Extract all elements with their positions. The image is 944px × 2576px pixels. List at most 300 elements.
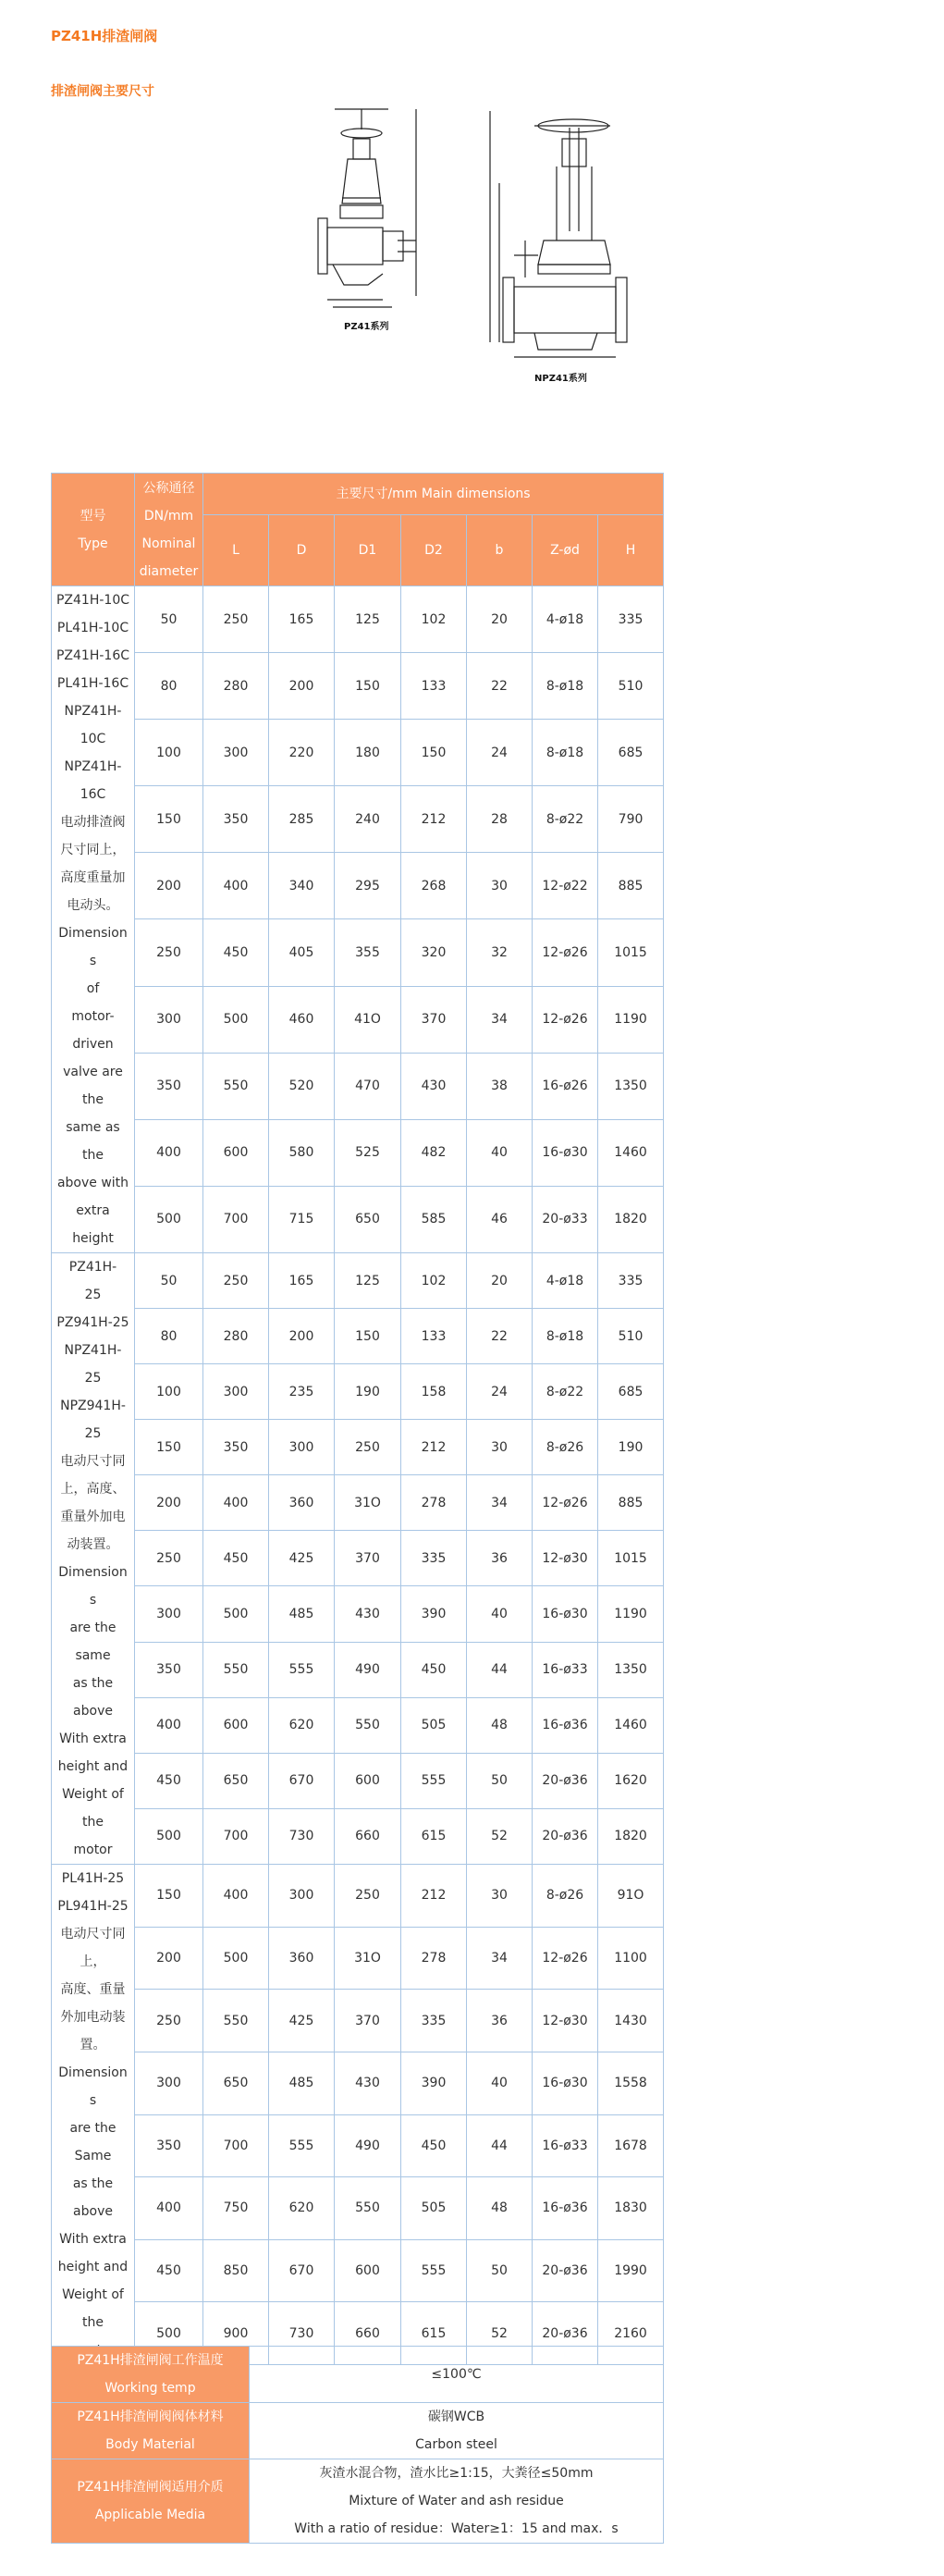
table-cell: 700 (203, 2114, 269, 2177)
table-cell: 585 (401, 1186, 467, 1252)
table-cell: 12-ø22 (533, 853, 598, 919)
table-cell: 1100 (598, 1927, 664, 1990)
table-cell: 48 (467, 1697, 533, 1753)
table-cell: 335 (598, 1253, 664, 1309)
table-cell: 660 (335, 2302, 401, 2365)
type-line: 置。 (80, 2038, 106, 2052)
table-cell: 300 (135, 2052, 203, 2114)
type-line: PL941H-25 (57, 1899, 129, 1914)
type-line: 16C (80, 787, 106, 802)
table-cell: 220 (269, 720, 335, 786)
type-line: 10C (80, 732, 106, 746)
table-cell: 485 (269, 2052, 335, 2114)
table-cell: 450 (401, 1642, 467, 1697)
table-cell: 200 (135, 1475, 203, 1531)
table-cell: 490 (335, 1642, 401, 1697)
table-cell: 850 (203, 2239, 269, 2302)
header-col-d2: D2 (401, 515, 467, 586)
table-cell: 91O (598, 1865, 664, 1928)
type-line: driven (72, 1037, 114, 1052)
type-line: the (82, 1815, 104, 1830)
table-cell: 450 (401, 2114, 467, 2177)
table-cell: 600 (335, 2239, 401, 2302)
type-line: the (82, 1092, 104, 1107)
table-cell: 615 (401, 2302, 467, 2365)
drawing-label-right: NPZ41系列 (534, 374, 587, 384)
table-cell: 510 (598, 653, 664, 720)
type-line: NPZ41H- (64, 759, 122, 774)
table-cell: 505 (401, 2177, 467, 2240)
table-cell: 1820 (598, 1808, 664, 1864)
type-line: NPZ941H- (60, 1399, 126, 1413)
type-line: above (73, 2204, 113, 2219)
table-cell: 30 (467, 1420, 533, 1475)
table-row (52, 1697, 664, 1753)
table-cell: 34 (467, 1475, 533, 1531)
table-cell: 1015 (598, 919, 664, 986)
table-cell: 370 (335, 1990, 401, 2052)
table-cell: 278 (401, 1475, 467, 1531)
table-cell: 335 (598, 586, 664, 653)
table-cell: 555 (269, 2114, 335, 2177)
table-cell: 41O (335, 986, 401, 1053)
table-cell: 280 (203, 653, 269, 720)
table-cell: 460 (269, 986, 335, 1053)
table-cell: 685 (598, 1364, 664, 1420)
table-cell: 580 (269, 1119, 335, 1186)
table-cell: 250 (135, 1531, 203, 1586)
table-cell: 8-ø22 (533, 786, 598, 853)
table-cell: 8-ø22 (533, 1364, 598, 1420)
table-cell: 20-ø36 (533, 2239, 598, 2302)
table-row (52, 2052, 664, 2114)
header-col-l: L (203, 515, 269, 586)
header-col-h: H (598, 515, 664, 586)
table-row (52, 1865, 664, 1928)
table-cell: 16-ø36 (533, 2177, 598, 2240)
table-cell: 180 (335, 720, 401, 786)
table-cell: 525 (335, 1119, 401, 1186)
table-cell: 8-ø18 (533, 1309, 598, 1364)
table-cell: 450 (135, 2239, 203, 2302)
table-cell: 650 (203, 1753, 269, 1808)
table-cell: 280 (203, 1309, 269, 1364)
table-cell: 340 (269, 853, 335, 919)
table-cell: 1820 (598, 1186, 664, 1252)
type-line: same as (66, 1120, 120, 1135)
type-line: 高度重量加 (60, 870, 126, 885)
table-cell: 482 (401, 1119, 467, 1186)
table-cell: 700 (203, 1808, 269, 1864)
table-cell: 730 (269, 2302, 335, 2365)
header-col-b: b (467, 515, 533, 586)
type-line: as the (72, 1676, 114, 1691)
table-cell: 400 (203, 853, 269, 919)
table-cell: 50 (135, 586, 203, 653)
table-row (52, 1586, 664, 1642)
table-cell: 505 (401, 1697, 467, 1753)
table-cell: 450 (203, 919, 269, 986)
type-line: motor (73, 1843, 113, 1857)
table-cell: 150 (135, 786, 203, 853)
table-cell: 425 (269, 1531, 335, 1586)
table-cell: 320 (401, 919, 467, 986)
table-cell: 100 (135, 720, 203, 786)
type-line: With extra (59, 2232, 127, 2247)
table-cell: 31O (335, 1475, 401, 1531)
type-line: NPZ41H- (64, 1343, 122, 1358)
table-cell: 100 (135, 1364, 203, 1420)
table-cell: 16-ø30 (533, 1119, 598, 1186)
table-cell: 200 (135, 853, 203, 919)
table-row (52, 2239, 664, 2302)
table-cell: 355 (335, 919, 401, 986)
table-row (52, 1475, 664, 1531)
table-cell: 370 (401, 986, 467, 1053)
table-cell: 405 (269, 919, 335, 986)
table-cell: 31O (335, 1927, 401, 1990)
type-line: above with (56, 1176, 129, 1190)
property-row (52, 2347, 664, 2403)
table-cell: 550 (335, 1697, 401, 1753)
table-cell: 2160 (598, 2302, 664, 2365)
table-cell: 470 (335, 1053, 401, 1119)
table-cell: 250 (135, 1990, 203, 2052)
type-line: height and (57, 1759, 129, 1774)
property-value: 碳钢WCB Carbon steel (250, 2403, 664, 2459)
type-line: 电动尺寸同 (60, 1927, 126, 1941)
type-line: 上， (80, 1954, 106, 1969)
table-cell: 32 (467, 919, 533, 986)
table-cell: 150 (335, 1309, 401, 1364)
table-cell: 390 (401, 1586, 467, 1642)
table-cell: 360 (269, 1927, 335, 1990)
header-main-dimensions: 主要尺寸/mm Main dimensions (203, 474, 664, 515)
table-cell: 350 (135, 2114, 203, 2177)
table-row (52, 1053, 664, 1119)
table-cell: 1460 (598, 1119, 664, 1186)
table-row (52, 720, 664, 786)
table-cell: 250 (135, 919, 203, 986)
table-cell: 500 (203, 1586, 269, 1642)
type-line: 外加电动装 (60, 2010, 126, 2025)
header-type: 型号 Type (52, 474, 135, 586)
table-row (52, 1253, 664, 1309)
table-cell: 20 (467, 586, 533, 653)
table-cell: 200 (135, 1927, 203, 1990)
header-col-d: D (269, 515, 335, 586)
table-cell: 48 (467, 2177, 533, 2240)
table-cell: 133 (401, 1309, 467, 1364)
table-cell: 750 (203, 2177, 269, 2240)
type-line: are the (69, 2121, 116, 2136)
table-cell: 240 (335, 786, 401, 853)
table-cell: 350 (203, 1420, 269, 1475)
property-key: PZ41H排渣闸阀阀体材料 Body Material (52, 2403, 250, 2459)
table-cell: 335 (401, 1990, 467, 2052)
table-row (52, 1753, 664, 1808)
table-row (52, 653, 664, 720)
table-cell: 400 (135, 1119, 203, 1186)
table-cell: 250 (203, 1253, 269, 1309)
type-line: 电动排渣阀 (60, 815, 126, 830)
table-cell: 555 (401, 2239, 467, 2302)
type-line: Same (74, 2149, 112, 2163)
table-cell: 20-ø33 (533, 1186, 598, 1252)
header-col-z: Z-ød (533, 515, 598, 586)
table-cell: 550 (203, 1642, 269, 1697)
table-cell: 16-ø26 (533, 1053, 598, 1119)
table-cell: 16-ø33 (533, 2114, 598, 2177)
table-cell: 660 (335, 1808, 401, 1864)
table-row (52, 2114, 664, 2177)
type-line: 25 (84, 1426, 102, 1441)
type-line: valve are (63, 1065, 123, 1079)
type-line: PL41H-10C (56, 621, 129, 635)
table-cell: 8-ø18 (533, 720, 598, 786)
property-key: PZ41H排渣闸阀工作温度 Working temp (52, 2347, 250, 2403)
dimensions-table (51, 473, 664, 2365)
table-row (52, 1808, 664, 1864)
table-cell: 300 (135, 986, 203, 1053)
property-value: 灰渣水混合物，渣水比≥1:15，大粪径≤50mm Mixture of Water and ash residue With a ratio of residue：Water≥1：15 and max．s (250, 2459, 664, 2544)
table-cell: 8-ø26 (533, 1865, 598, 1928)
table-cell: 250 (335, 1865, 401, 1928)
table-cell: 715 (269, 1186, 335, 1252)
type-line: as the (72, 2176, 114, 2191)
table-cell: 20-ø36 (533, 2302, 598, 2365)
table-row (52, 1420, 664, 1475)
table-cell: 1350 (598, 1053, 664, 1119)
table-cell: 190 (598, 1420, 664, 1475)
table-cell: 44 (467, 2114, 533, 2177)
table-cell: 555 (269, 1642, 335, 1697)
table-cell: 510 (598, 1309, 664, 1364)
table-cell: 52 (467, 1808, 533, 1864)
type-line: same (75, 1648, 111, 1663)
table-cell: 430 (335, 2052, 401, 2114)
table-cell: 1620 (598, 1753, 664, 1808)
table-cell: 550 (203, 1990, 269, 2052)
table-cell: 1350 (598, 1642, 664, 1697)
type-line: are the (69, 1621, 116, 1635)
table-cell: 550 (203, 1053, 269, 1119)
property-value: ≤100℃ (250, 2347, 664, 2403)
type-line: Dimensions (58, 926, 128, 968)
table-cell: 150 (401, 720, 467, 786)
table-cell: 430 (401, 1053, 467, 1119)
table-cell: 500 (135, 1808, 203, 1864)
table-cell: 12-ø26 (533, 919, 598, 986)
type-line: above (73, 1704, 113, 1719)
type-line: 重量外加电 (60, 1510, 126, 1524)
table-cell: 490 (335, 2114, 401, 2177)
table-cell: 620 (269, 2177, 335, 2240)
table-cell: 36 (467, 1990, 533, 2052)
table-cell: 12-ø26 (533, 1475, 598, 1531)
type-line: PZ41H-16C (55, 648, 130, 663)
table-cell: 1430 (598, 1990, 664, 2052)
table-cell: 250 (203, 586, 269, 653)
section-subtitle: 排渣闸阀主要尺寸 (51, 84, 154, 99)
table-row (52, 2177, 664, 2240)
type-line: height (72, 1231, 114, 1246)
table-cell: 500 (135, 1186, 203, 1252)
table-cell: 24 (467, 720, 533, 786)
table-cell: 165 (269, 1253, 335, 1309)
type-line: 25 (84, 1371, 102, 1386)
table-row (52, 986, 664, 1053)
table-cell: 685 (598, 720, 664, 786)
type-line: 高度、重量 (60, 1982, 126, 1997)
table-cell: 500 (203, 986, 269, 1053)
table-cell: 670 (269, 1753, 335, 1808)
table-cell: 620 (269, 1697, 335, 1753)
table-cell: 500 (203, 1927, 269, 1990)
table-cell: 52 (467, 2302, 533, 2365)
table-cell: 30 (467, 1865, 533, 1928)
type-line: 尺寸同上， (60, 843, 126, 857)
table-row (52, 1186, 664, 1252)
table-cell: 150 (135, 1420, 203, 1475)
table-cell: 44 (467, 1642, 533, 1697)
table-cell: 600 (335, 1753, 401, 1808)
table-cell: 400 (203, 1475, 269, 1531)
table-cell: 165 (269, 586, 335, 653)
table-cell: 295 (335, 853, 401, 919)
table-cell: 425 (269, 1990, 335, 2052)
header-col-d1: D1 (335, 515, 401, 586)
property-row (52, 2459, 664, 2544)
table-cell: 650 (203, 2052, 269, 2114)
table-cell: 16-ø33 (533, 1642, 598, 1697)
table-cell: 50 (135, 1253, 203, 1309)
table-cell: 400 (135, 2177, 203, 2240)
table-cell: 80 (135, 653, 203, 720)
table-cell: 190 (335, 1364, 401, 1420)
table-cell: 102 (401, 1253, 467, 1309)
table-row (52, 1531, 664, 1586)
type-line: of (86, 981, 100, 996)
table-cell: 30 (467, 853, 533, 919)
type-line: height and (57, 2260, 129, 2274)
table-cell: 485 (269, 1586, 335, 1642)
table-cell: 102 (401, 586, 467, 653)
type-line: PL41H-25 (61, 1871, 125, 1886)
type-line: extra (76, 1203, 110, 1218)
type-line: PL41H-16C (56, 676, 129, 691)
table-cell: 125 (335, 1253, 401, 1309)
table-cell: 278 (401, 1927, 467, 1990)
table-cell: 16-ø30 (533, 1586, 598, 1642)
table-cell: 16-ø30 (533, 2052, 598, 2114)
table-cell: 400 (203, 1865, 269, 1928)
table-cell: 150 (135, 1865, 203, 1928)
type-line: Dimensions (58, 2065, 128, 2108)
table-cell: 300 (269, 1865, 335, 1928)
table-row (52, 853, 664, 919)
table-cell: 125 (335, 586, 401, 653)
table-cell: 36 (467, 1531, 533, 1586)
table-cell: 1460 (598, 1697, 664, 1753)
type-line: Weight of (62, 1787, 124, 1802)
table-row (52, 919, 664, 986)
table-cell: 22 (467, 653, 533, 720)
table-cell: 300 (269, 1420, 335, 1475)
table-cell: 600 (203, 1119, 269, 1186)
table-cell: 212 (401, 786, 467, 853)
table-cell: 12-ø30 (533, 1990, 598, 2052)
table-row (52, 1927, 664, 1990)
table-cell: 200 (269, 653, 335, 720)
table-cell: 555 (401, 1753, 467, 1808)
table-cell: 20-ø36 (533, 1808, 598, 1864)
table-cell: 500 (135, 2302, 203, 2365)
table-cell: 615 (401, 1808, 467, 1864)
type-line: the (82, 2315, 104, 2330)
table-row (52, 1364, 664, 1420)
table-cell: 50 (467, 1753, 533, 1808)
table-cell: 46 (467, 1186, 533, 1252)
table-cell: 212 (401, 1865, 467, 1928)
table-cell: 1558 (598, 2052, 664, 2114)
table-cell: 1015 (598, 1531, 664, 1586)
table-cell: 285 (269, 786, 335, 853)
table-cell: 150 (335, 653, 401, 720)
table-cell: 12-ø26 (533, 1927, 598, 1990)
type-cell (52, 1253, 135, 1865)
table-cell: 790 (598, 786, 664, 853)
table-cell: 133 (401, 653, 467, 720)
table-cell: 20 (467, 1253, 533, 1309)
type-line: 动装置。 (67, 1537, 119, 1552)
table-cell: 16-ø36 (533, 1697, 598, 1753)
table-cell: 550 (335, 2177, 401, 2240)
page-title: PZ41H排渣闸阀 (51, 28, 158, 44)
table-cell: 40 (467, 1586, 533, 1642)
table-cell: 1830 (598, 2177, 664, 2240)
table-cell: 300 (203, 1364, 269, 1420)
table-cell: 22 (467, 1309, 533, 1364)
table-cell: 300 (203, 720, 269, 786)
table-cell: 8-ø26 (533, 1420, 598, 1475)
table-cell: 250 (335, 1420, 401, 1475)
table-cell: 335 (401, 1531, 467, 1586)
table-cell: 400 (135, 1697, 203, 1753)
table-row (52, 1119, 664, 1186)
table-cell: 40 (467, 1119, 533, 1186)
table-cell: 4-ø18 (533, 1253, 598, 1309)
property-row (52, 2403, 664, 2459)
table-cell: 700 (203, 1186, 269, 1252)
table-cell: 12-ø30 (533, 1531, 598, 1586)
table-row (52, 1990, 664, 2052)
table-cell: 34 (467, 1927, 533, 1990)
type-line: the (82, 1148, 104, 1163)
drawing-label-left: PZ41系列 (344, 322, 389, 332)
table-cell: 1678 (598, 2114, 664, 2177)
table-cell: 520 (269, 1053, 335, 1119)
table-cell: 20-ø36 (533, 1753, 598, 1808)
table-cell: 28 (467, 786, 533, 853)
table-cell: 350 (135, 1642, 203, 1697)
type-line: Weight of (62, 2287, 124, 2302)
table-cell: 80 (135, 1309, 203, 1364)
valve-dimension-drawing (296, 102, 703, 453)
properties-table (51, 2346, 664, 2544)
table-cell: 450 (135, 1753, 203, 1808)
type-line: PZ941H-25 (56, 1315, 129, 1330)
